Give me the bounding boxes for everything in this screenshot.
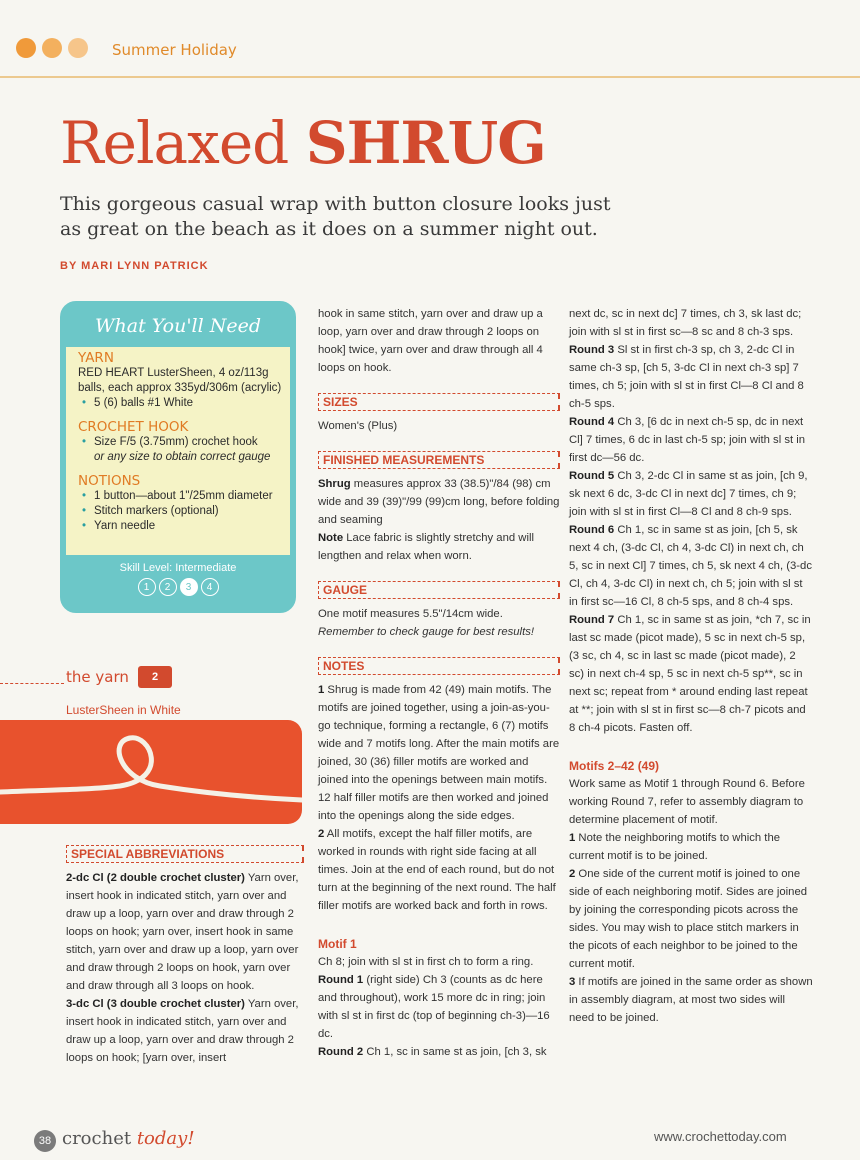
round-3 <box>569 341 813 413</box>
round-term: Round 1 <box>318 974 364 986</box>
note-2 <box>318 825 560 915</box>
round-1 <box>318 971 560 1043</box>
abbr-term: 2-dc Cl (2 double crochet cluster) <box>66 872 245 884</box>
note-body: All motifs, except the half filler motifs, are worked in rounds with right side facing at all times. Join at the end of each round, but do not turn at the beginning of the next round. The half filler motifs are worked back and forth in rows. <box>318 828 556 912</box>
round-term: Round 5 <box>569 470 615 482</box>
notions-list <box>78 489 290 534</box>
note-term: Note <box>318 532 344 544</box>
fm-text: measures approx 33 (38.5)"/84 (98) cm wide and 39 (39)"/99 (99)cm long, before folding and seaming <box>318 478 560 526</box>
step-text: If motifs are joined in the same order as shown in assembly diagram, at most two sides will need to be joined. <box>569 976 813 1024</box>
round-4 <box>569 413 813 467</box>
round-text: Sl st in first ch-3 sp, ch 3, 2-dc Cl in same ch-3 sp, [ch 5, 3-dc Cl in next ch-3 sp] 7 times, ch 5; join with sl st in first Cl—8 Cl and 8 ch-5 sps. <box>569 344 804 410</box>
page-number: 38 <box>34 1130 56 1152</box>
abbr-text: Yarn over, insert hook in indicated stitch, yarn over and draw up a loop, yarn over and draw through 2 loops on hook; yarn over, insert hook in same stitch, yarn over and draw up a loop, yarn over and draw through 2 loops on hook, yarn over and draw through all 3 loops on hook. <box>66 872 299 992</box>
step-text: One side of the current motif is joined to one side of each neighboring motif. Sides are joined by joining the corresponding picots across the sides. You may wish to place stitch markers in the picots of each neighbor to be joined to the current motif. <box>569 868 808 970</box>
notion-item: • Yarn needle <box>94 519 290 534</box>
skill-levels <box>66 578 290 596</box>
yarn-strand-icon <box>0 720 302 824</box>
round-2 <box>318 1043 560 1061</box>
column-1 <box>66 841 304 1067</box>
step-text: Note the neighboring motifs to which the current motif is to be joined. <box>569 832 781 862</box>
abbr-term: 3-dc Cl (3 double crochet cluster) <box>66 998 245 1010</box>
needs-body <box>78 351 290 534</box>
yarn-weight-badge: 2 <box>138 666 172 688</box>
note-paragraph <box>318 529 560 565</box>
step-number: 3 <box>569 976 576 988</box>
step-number: 2 <box>569 868 576 880</box>
round-term: Round 3 <box>569 344 615 356</box>
round-term: Round 6 <box>569 524 615 536</box>
yarn-heading: YARN <box>78 350 114 366</box>
section-label: Summer Holiday <box>112 41 237 59</box>
sizes-text: Women's (Plus) <box>318 420 398 432</box>
fm-term: Shrug <box>318 478 351 490</box>
round-7 <box>569 611 813 737</box>
level-badge: 1 <box>138 578 156 596</box>
round-text: Ch 3, [6 dc in next ch-5 sp, dc in next Cl] 7 times, 6 dc in last ch-5 sp; join with sl st in first dc—56 dc. <box>569 416 806 464</box>
gauge-note: Remember to check gauge for best results! <box>318 626 534 638</box>
cont-text: hook in same stitch, yarn over and draw up a loop, yarn over and draw through 2 loops on hook] twice, yarn over and draw through all 4 loops on hook. <box>318 308 543 374</box>
yarn-name: LusterSheen in White <box>66 703 181 717</box>
column-3 <box>569 305 813 1027</box>
round-5 <box>569 467 813 521</box>
level-badge-active: 3 <box>180 578 198 596</box>
note-text: Lace fabric is slightly stretchy and will lengthen and relax when worn. <box>318 532 534 562</box>
title-bold: SHRUG <box>305 109 546 177</box>
abbr-text: Yarn over, insert hook in indicated stitch, yarn over and draw up a loop, yarn over and draw through 2 loops on hook; [yarn over, insert <box>66 998 299 1064</box>
motifs-heading: Motifs 2–42 (49) <box>569 759 660 773</box>
yarn-swatch-image <box>0 720 302 824</box>
abbreviations-heading: SPECIAL ABBREVIATIONS <box>66 845 304 863</box>
hook-note: or any size to obtain correct gauge <box>94 451 271 463</box>
column-2 <box>318 305 560 1061</box>
dot-1 <box>16 38 36 58</box>
note-number: 2 <box>318 828 325 840</box>
header-rule <box>0 76 860 78</box>
hook-size: Size F/5 (3.75mm) crochet hook <box>94 436 258 448</box>
notions-heading: NOTIONS <box>78 473 141 489</box>
dot-3 <box>68 38 88 58</box>
yarn-divider <box>0 683 64 684</box>
round-term: Round 7 <box>569 614 615 626</box>
round-term: Round 2 <box>318 1046 364 1058</box>
article-subtitle: This gorgeous casual wrap with button closure looks just as great on the beach as it does on a summer night out. <box>60 193 611 240</box>
header-dots <box>16 38 88 58</box>
gauge-heading: GAUGE <box>318 581 560 599</box>
motif-step-1 <box>569 829 813 865</box>
yarn-item: • 5 (6) balls #1 White <box>94 396 290 411</box>
motif1-heading: Motif 1 <box>318 937 357 951</box>
sizes-heading: SIZES <box>318 393 560 411</box>
note-body: Shrug is made from 42 (49) main motifs. The motifs are joined together, using a join-as-you-go technique, forming a rectangle, 6 (7) motifs wide and 7 motifs long. After the main motifs are joined, 30 (36) filler motifs are worked and joined into the openings between main motifs. 12 half filler motifs are then worked and joined into the openings along the side edges. <box>318 684 560 822</box>
note-number: 1 <box>318 684 325 696</box>
round-text: Ch 3, 2-dc Cl in same st as join, [ch 9, sk next 6 dc, 3-dc Cl in next dc] 7 times, ch 9; join with sl st in first Cl—8 Cl and 8 ch-9 sps. <box>569 470 808 518</box>
dot-2 <box>42 38 62 58</box>
motifs-text: Work same as Motif 1 through Round 6. Before working Round 7, refer to assembly diagram to determine placement of motif. <box>569 778 805 826</box>
brand-logo <box>62 1128 195 1149</box>
byline: BY MARI LYNN PATRICK <box>60 260 209 272</box>
level-badge: 2 <box>159 578 177 596</box>
round-term: Round 4 <box>569 416 615 428</box>
round-text: Ch 1, sc in same st as join, [ch 5, sk next 4 ch, (3-dc Cl, ch 4, 3-dc Cl) in next ch, ch 5, sc in next Cl] 7 times, ch 5, sk next 4 ch, (3-dc Cl, ch 4, 3-dc Cl) in next ch, ch 5; join with sl st in first sc—16 Cl, 8 ch-5 sps, and 8 ch-4 sps. <box>569 524 812 608</box>
what-you-need-box <box>60 301 296 613</box>
notion-item: • Stitch markers (optional) <box>94 504 290 519</box>
note-1 <box>318 681 560 825</box>
motif1-ch: Ch 8; join with sl st in first ch to form a ring. <box>318 956 534 968</box>
abbr-2 <box>66 995 304 1067</box>
motif-step-2 <box>569 865 813 973</box>
brand-a: crochet <box>62 1128 132 1149</box>
round-text: Ch 1, sc in same st as join, [ch 3, sk <box>363 1046 547 1058</box>
yarn-label: the yarn <box>66 668 129 686</box>
fm-paragraph <box>318 475 560 529</box>
footer-url: www.crochettoday.com <box>654 1129 787 1144</box>
hook-item <box>94 435 290 465</box>
title-regular: Relaxed <box>60 109 289 177</box>
gauge-text: One motif measures 5.5"/14cm wide. <box>318 608 503 620</box>
abbr-1 <box>66 869 304 995</box>
brand-b: today! <box>136 1128 195 1149</box>
round-6 <box>569 521 813 611</box>
needs-heading: What You'll Need <box>66 307 290 347</box>
level-badge: 4 <box>201 578 219 596</box>
round-text: (right side) Ch 3 (counts as dc here and throughout), work 15 more dc in ring; join with sl st in first dc (top of beginning ch-3)—16 dc. <box>318 974 550 1040</box>
notes-heading: NOTES <box>318 657 560 675</box>
cont-text: next dc, sc in next dc] 7 times, ch 3, sk last dc; join with sl st in first sc—8 sc and 8 ch-3 sps. <box>569 308 802 338</box>
article-title <box>60 108 546 178</box>
motif-step-3 <box>569 973 813 1027</box>
skill-label: Skill Level: Intermediate <box>119 562 237 574</box>
finished-measurements-heading: FINISHED MEASUREMENTS <box>318 451 560 469</box>
hook-list <box>78 435 290 465</box>
hook-heading: CROCHET HOOK <box>78 419 189 435</box>
notion-item: • 1 button—about 1"/25mm diameter <box>94 489 290 504</box>
yarn-text: RED HEART LusterSheen, 4 oz/113g balls, each approx 335yd/306m (acrylic) <box>78 367 282 394</box>
skill-level <box>66 555 290 607</box>
step-number: 1 <box>569 832 576 844</box>
yarn-list <box>78 396 290 411</box>
round-text: Ch 1, sc in same st as join, *ch 7, sc in last sc made (picot made), 5 sc in next ch-5 sp, (3 sc, ch 4, sc in last sc made (picot made), 2 sc) in next ch-4 sp, 5 sc in next ch-5 sp**, sc in next sc; repeat from * around ending last repeat at **; join with sl st in first sc—8 ch-7 picots and 8 ch-4 picots. Fasten off. <box>569 614 811 734</box>
